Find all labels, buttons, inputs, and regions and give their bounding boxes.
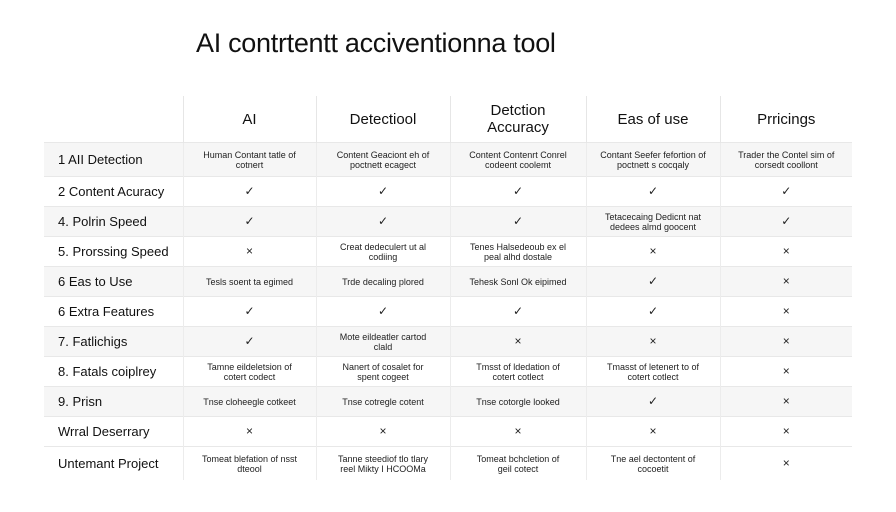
table-cell: Human Contant tatle of cotnert: [183, 143, 316, 177]
table-header-row: [44, 96, 852, 143]
column-header: Prricings: [720, 96, 852, 143]
checkmark-icon: ✓: [450, 207, 586, 237]
table-row: [44, 237, 852, 267]
checkmark-icon: ✓: [586, 297, 720, 327]
cross-icon: ×: [450, 417, 586, 447]
table-row: [44, 207, 852, 237]
checkmark-icon: ✓: [183, 207, 316, 237]
cross-icon: ×: [720, 297, 852, 327]
row-label: 4. Polrin Speed: [44, 207, 183, 237]
table-row: [44, 267, 852, 297]
cross-icon: ×: [720, 417, 852, 447]
row-label: Wrral Deserrary: [44, 417, 183, 447]
table-cell: Tanne steediof tlo tlary reel Mikty I HCOOMa: [316, 447, 450, 481]
cross-icon: ×: [720, 327, 852, 357]
row-label: 9. Prisn: [44, 387, 183, 417]
table-cell: Tne ael dectontent of cocoetit: [586, 447, 720, 481]
table-cell: Creat dedeculert ut al codiing: [316, 237, 450, 267]
table-cell: Content Geaciont eh of poctnett ecagect: [316, 143, 450, 177]
checkmark-icon: ✓: [720, 177, 852, 207]
table-cell: Tmsst of ldedation of cotert cotlect: [450, 357, 586, 387]
checkmark-icon: ✓: [316, 207, 450, 237]
table-cell: Mote eildeatler cartod clald: [316, 327, 450, 357]
table-row: [44, 297, 852, 327]
checkmark-icon: ✓: [450, 297, 586, 327]
row-label: 6 Eas to Use: [44, 267, 183, 297]
cross-icon: ×: [720, 237, 852, 267]
row-label: 7. Fatlichigs: [44, 327, 183, 357]
table-row: [44, 143, 852, 177]
cross-icon: ×: [586, 237, 720, 267]
cross-icon: ×: [316, 417, 450, 447]
checkmark-icon: ✓: [586, 267, 720, 297]
table-row: [44, 327, 852, 357]
table-cell: Tesls soent ta egimed: [183, 267, 316, 297]
table-cell: Tmasst of letenert to of cotert cotlect: [586, 357, 720, 387]
checkmark-icon: ✓: [183, 327, 316, 357]
cross-icon: ×: [586, 417, 720, 447]
table-cell: Tomeat bchcletion of geil cotect: [450, 447, 586, 481]
cross-icon: ×: [183, 417, 316, 447]
cross-icon: ×: [720, 357, 852, 387]
page-title: AI contrtentt acciventionna tool: [196, 28, 556, 58]
table-cell: Nanert of cosalet for spent cogeet: [316, 357, 450, 387]
cross-icon: ×: [720, 447, 852, 481]
table-row: [44, 447, 852, 481]
table-cell: Tomeat blefation of nsst dteool: [183, 447, 316, 481]
row-label: 5. Prorssing Speed: [44, 237, 183, 267]
cross-icon: ×: [720, 387, 852, 417]
column-header: Detectiool: [316, 96, 450, 143]
table-cell: Tehesk Sonl Ok eipimed: [450, 267, 586, 297]
table-cell: Tetacecaing Dedicnt nat dedees almd goocent: [586, 207, 720, 237]
row-label: 2 Content Acuracy: [44, 177, 183, 207]
cross-icon: ×: [450, 327, 586, 357]
checkmark-icon: ✓: [450, 177, 586, 207]
checkmark-icon: ✓: [183, 177, 316, 207]
column-header: [450, 96, 586, 143]
table-row: [44, 357, 852, 387]
table-cell: Trde decaling plored: [316, 267, 450, 297]
column-header-line: Detction: [490, 102, 546, 119]
table-cell: Tnse cotorgle looked: [450, 387, 586, 417]
table-cell: Trader the Contel sim of corsedt coollont: [720, 143, 852, 177]
table-row: [44, 177, 852, 207]
row-label: 1 AII Detection: [44, 143, 183, 177]
table-cell: Contant Seefer fefortion of poctnett s cocqaly: [586, 143, 720, 177]
cross-icon: ×: [720, 267, 852, 297]
row-label: Untemant Project: [44, 447, 183, 481]
table-row: [44, 417, 852, 447]
cross-icon: ×: [586, 327, 720, 357]
table-cell: Tamne eildeletsion of cotert codect: [183, 357, 316, 387]
row-label: 6 Extra Features: [44, 297, 183, 327]
cross-icon: ×: [183, 237, 316, 267]
column-header-line: Accuracy: [487, 119, 549, 136]
checkmark-icon: ✓: [720, 207, 852, 237]
table-row: [44, 387, 852, 417]
table-cell: Tenes Halsedeoub ex el peal alhd dostale: [450, 237, 586, 267]
checkmark-icon: ✓: [586, 177, 720, 207]
table-cell: Content Contenrt Conrel codeent coolemt: [450, 143, 586, 177]
table-cell: Tnse cloheegle cotkeet: [183, 387, 316, 417]
column-header: AI: [183, 96, 316, 143]
column-header: Eas of use: [586, 96, 720, 143]
comparison-table: [44, 96, 852, 480]
header-corner: [44, 96, 183, 143]
table-cell: Tnse cotregle cotent: [316, 387, 450, 417]
checkmark-icon: ✓: [316, 297, 450, 327]
checkmark-icon: ✓: [586, 387, 720, 417]
row-label: 8. Fatals coiplrey: [44, 357, 183, 387]
checkmark-icon: ✓: [316, 177, 450, 207]
checkmark-icon: ✓: [183, 297, 316, 327]
